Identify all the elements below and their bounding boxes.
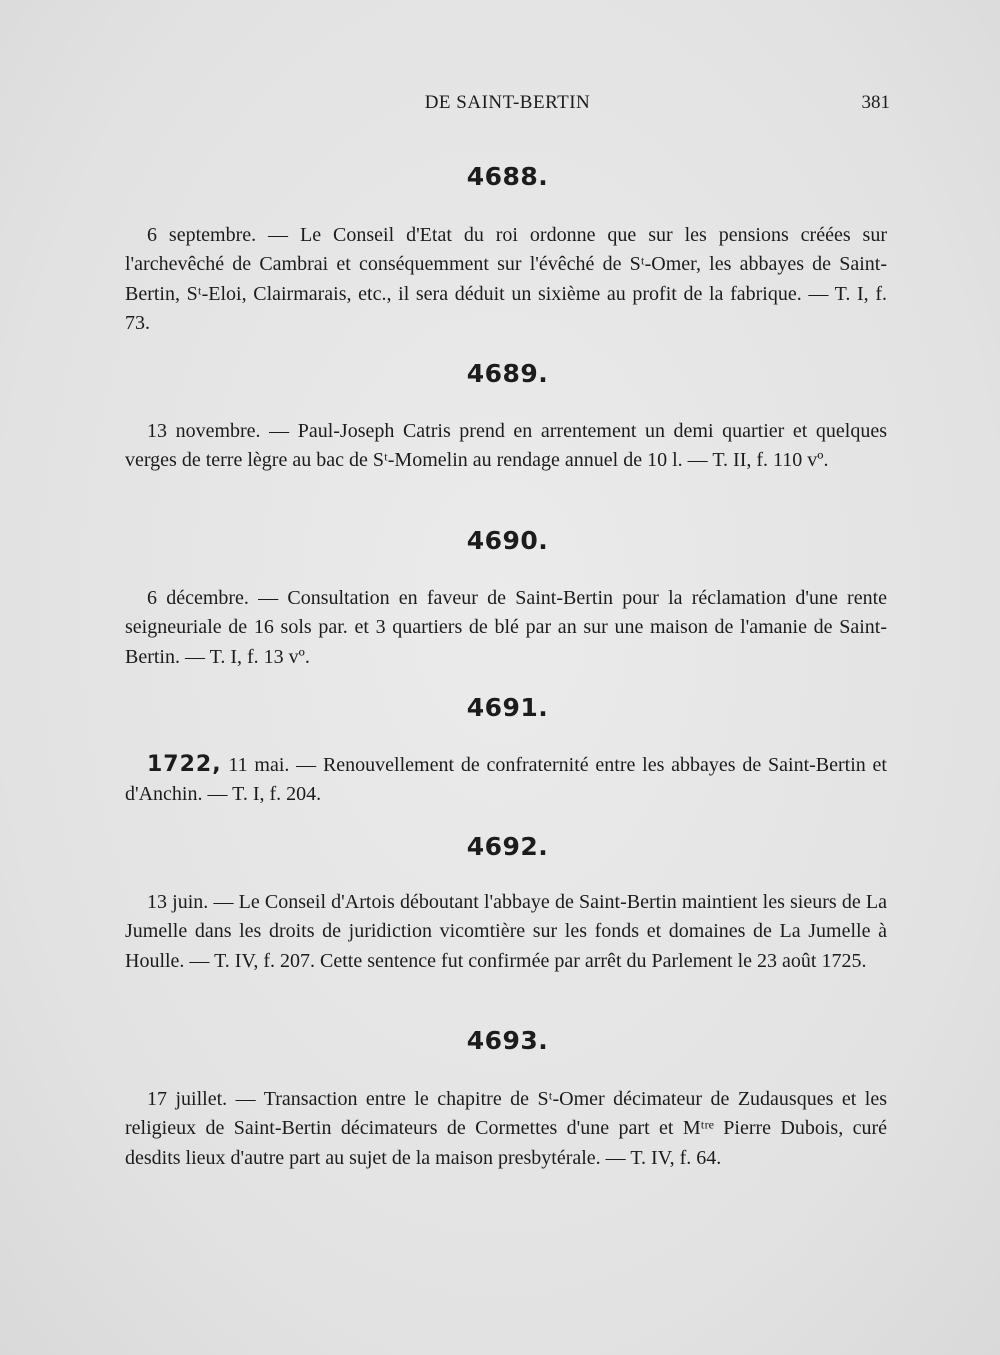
entry-text-4692: 13 juin. — Le Conseil d'Artois déboutant l'abbaye de Saint-Bertin maintient les sieurs de La Jumelle dans les droits de juridiction vicomtière sur les fonds et domaines de La Jumelle à Houlle. — T. IV, f. 207. Cette sentence fut confirmée par arrêt du Parlement le 23 août 1725. (125, 891, 887, 972)
entry-number-4692: 4692. (466, 832, 549, 861)
entry-number-4691: 4691. (466, 693, 549, 722)
entry-number-4689: 4689. (466, 359, 549, 388)
entry-text-4691-body: 11 mai. — Renouvellement de confraternité entre les abbayes de Saint-Bertin et d'Anchin. — T. I, f. 204. (125, 754, 887, 806)
running-title: DE SAINT-BERTIN (424, 92, 591, 113)
page-number: 381 (861, 92, 890, 113)
entry-text-4688: 6 septembre. — Le Conseil d'Etat du roi ordonne que sur les pensions créées sur l'archevêché de Cambrai et conséquemment sur l'évêché de Sᵗ-Omer, les abbayes de Saint-Bertin, Sᵗ-Eloi, Clairmarais, etc., il sera déduit un sixième au profit de la fabrique. — T. I, f. 73. (125, 224, 887, 334)
entry-number-4693: 4693. (466, 1026, 549, 1055)
running-header (125, 90, 890, 118)
entry-text-4693: 17 juillet. — Transaction entre le chapitre de Sᵗ-Omer décimateur de Zudausques et les religieux de Saint-Bertin décimateurs de Cormettes d'une part et Mᵗʳᵉ Pierre Dubois, curé desdits lieux d'autre part au sujet de la maison presbytérale. — T. IV, f. 64. (125, 1088, 887, 1169)
entry-number-4690: 4690. (466, 526, 549, 555)
entry-year-1722: 1722, (147, 752, 222, 777)
entry-text-4689: 13 novembre. — Paul-Joseph Catris prend en arrentement un demi quartier et quelques verges de terre lègre au bac de Sᵗ-Momelin au rendage annuel de 10 l. — T. II, f. 110 vº. (125, 420, 887, 472)
entry-text-4690: 6 décembre. — Consultation en faveur de Saint-Bertin pour la réclamation d'une rente seigneuriale de 16 sols par. et 3 quartiers de blé par an sur une maison de l'amanie de Saint-Bertin. — T. I, f. 13 vº. (125, 587, 887, 668)
entry-number-4688: 4688. (466, 162, 549, 191)
entry-text-4691 (125, 750, 887, 810)
